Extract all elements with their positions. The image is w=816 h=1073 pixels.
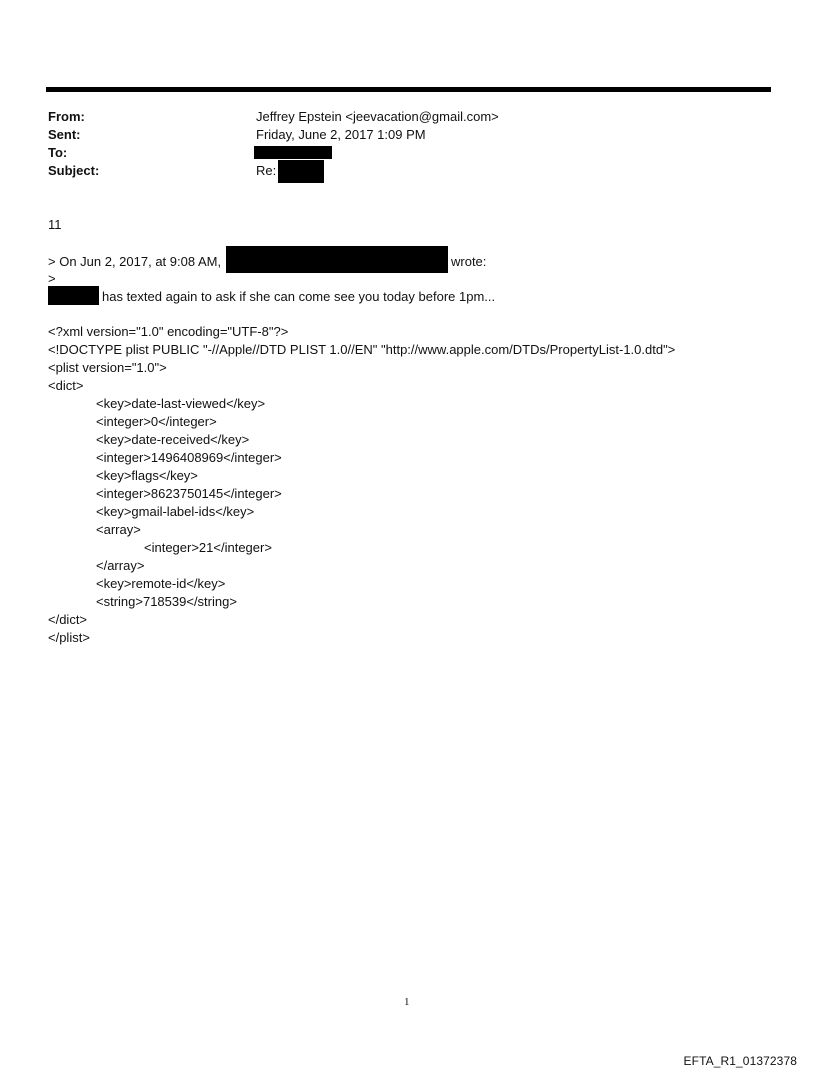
subject-label: Subject:	[48, 163, 100, 178]
name-redaction	[48, 286, 99, 305]
sender-redaction	[226, 246, 448, 273]
plist-line: <integer>21</integer>	[144, 540, 272, 555]
plist-line: </dict>	[48, 612, 88, 627]
sent-label: Sent:	[48, 127, 81, 142]
quote-wrote: wrote:	[451, 254, 487, 269]
plist-line: <integer>8623750145</integer>	[96, 486, 282, 501]
quote-marker: >	[48, 271, 56, 286]
subject-value: Re:	[256, 163, 277, 178]
reply-text: 11	[48, 217, 62, 232]
sent-value: Friday, June 2, 2017 1:09 PM	[256, 127, 426, 142]
plist-line: <integer>0</integer>	[96, 414, 217, 429]
plist-line: <key>gmail-label-ids</key>	[96, 504, 255, 519]
plist-line: <array>	[96, 522, 141, 537]
plist-line: <key>date-last-viewed</key>	[96, 396, 266, 411]
plist-line: <string>718539</string>	[96, 594, 237, 609]
plist-line: <plist version="1.0">	[48, 360, 167, 375]
plist-line: <key>remote-id</key>	[96, 576, 226, 591]
plist-line: <key>date-received</key>	[96, 432, 250, 447]
quote-message: has texted again to ask if she can come see you today before 1pm...	[102, 289, 496, 304]
plist-line: <integer>1496408969</integer>	[96, 450, 282, 465]
to-redaction	[254, 146, 332, 159]
plist-line: <!DOCTYPE plist PUBLIC "-//Apple//DTD PLIST 1.0//EN" "http://www.apple.com/DTDs/PropertyList-1.0.dtd">	[48, 342, 676, 357]
plist-line: <?xml version="1.0" encoding="UTF-8"?>	[48, 324, 289, 339]
subject-redaction	[278, 160, 324, 183]
quote-intro: > On Jun 2, 2017, at 9:08 AM,	[48, 254, 222, 269]
page-number: 1	[404, 996, 410, 1008]
from-value: Jeffrey Epstein <jeevacation@gmail.com>	[256, 109, 499, 124]
plist-line: <dict>	[48, 378, 84, 393]
header-rule	[46, 87, 771, 92]
to-label: To:	[48, 145, 68, 160]
bates-number: EFTA_R1_01372378	[683, 1054, 797, 1068]
plist-line: <key>flags</key>	[96, 468, 198, 483]
plist-line: </plist>	[48, 630, 90, 645]
from-label: From:	[48, 109, 85, 124]
plist-line: </array>	[96, 558, 145, 573]
